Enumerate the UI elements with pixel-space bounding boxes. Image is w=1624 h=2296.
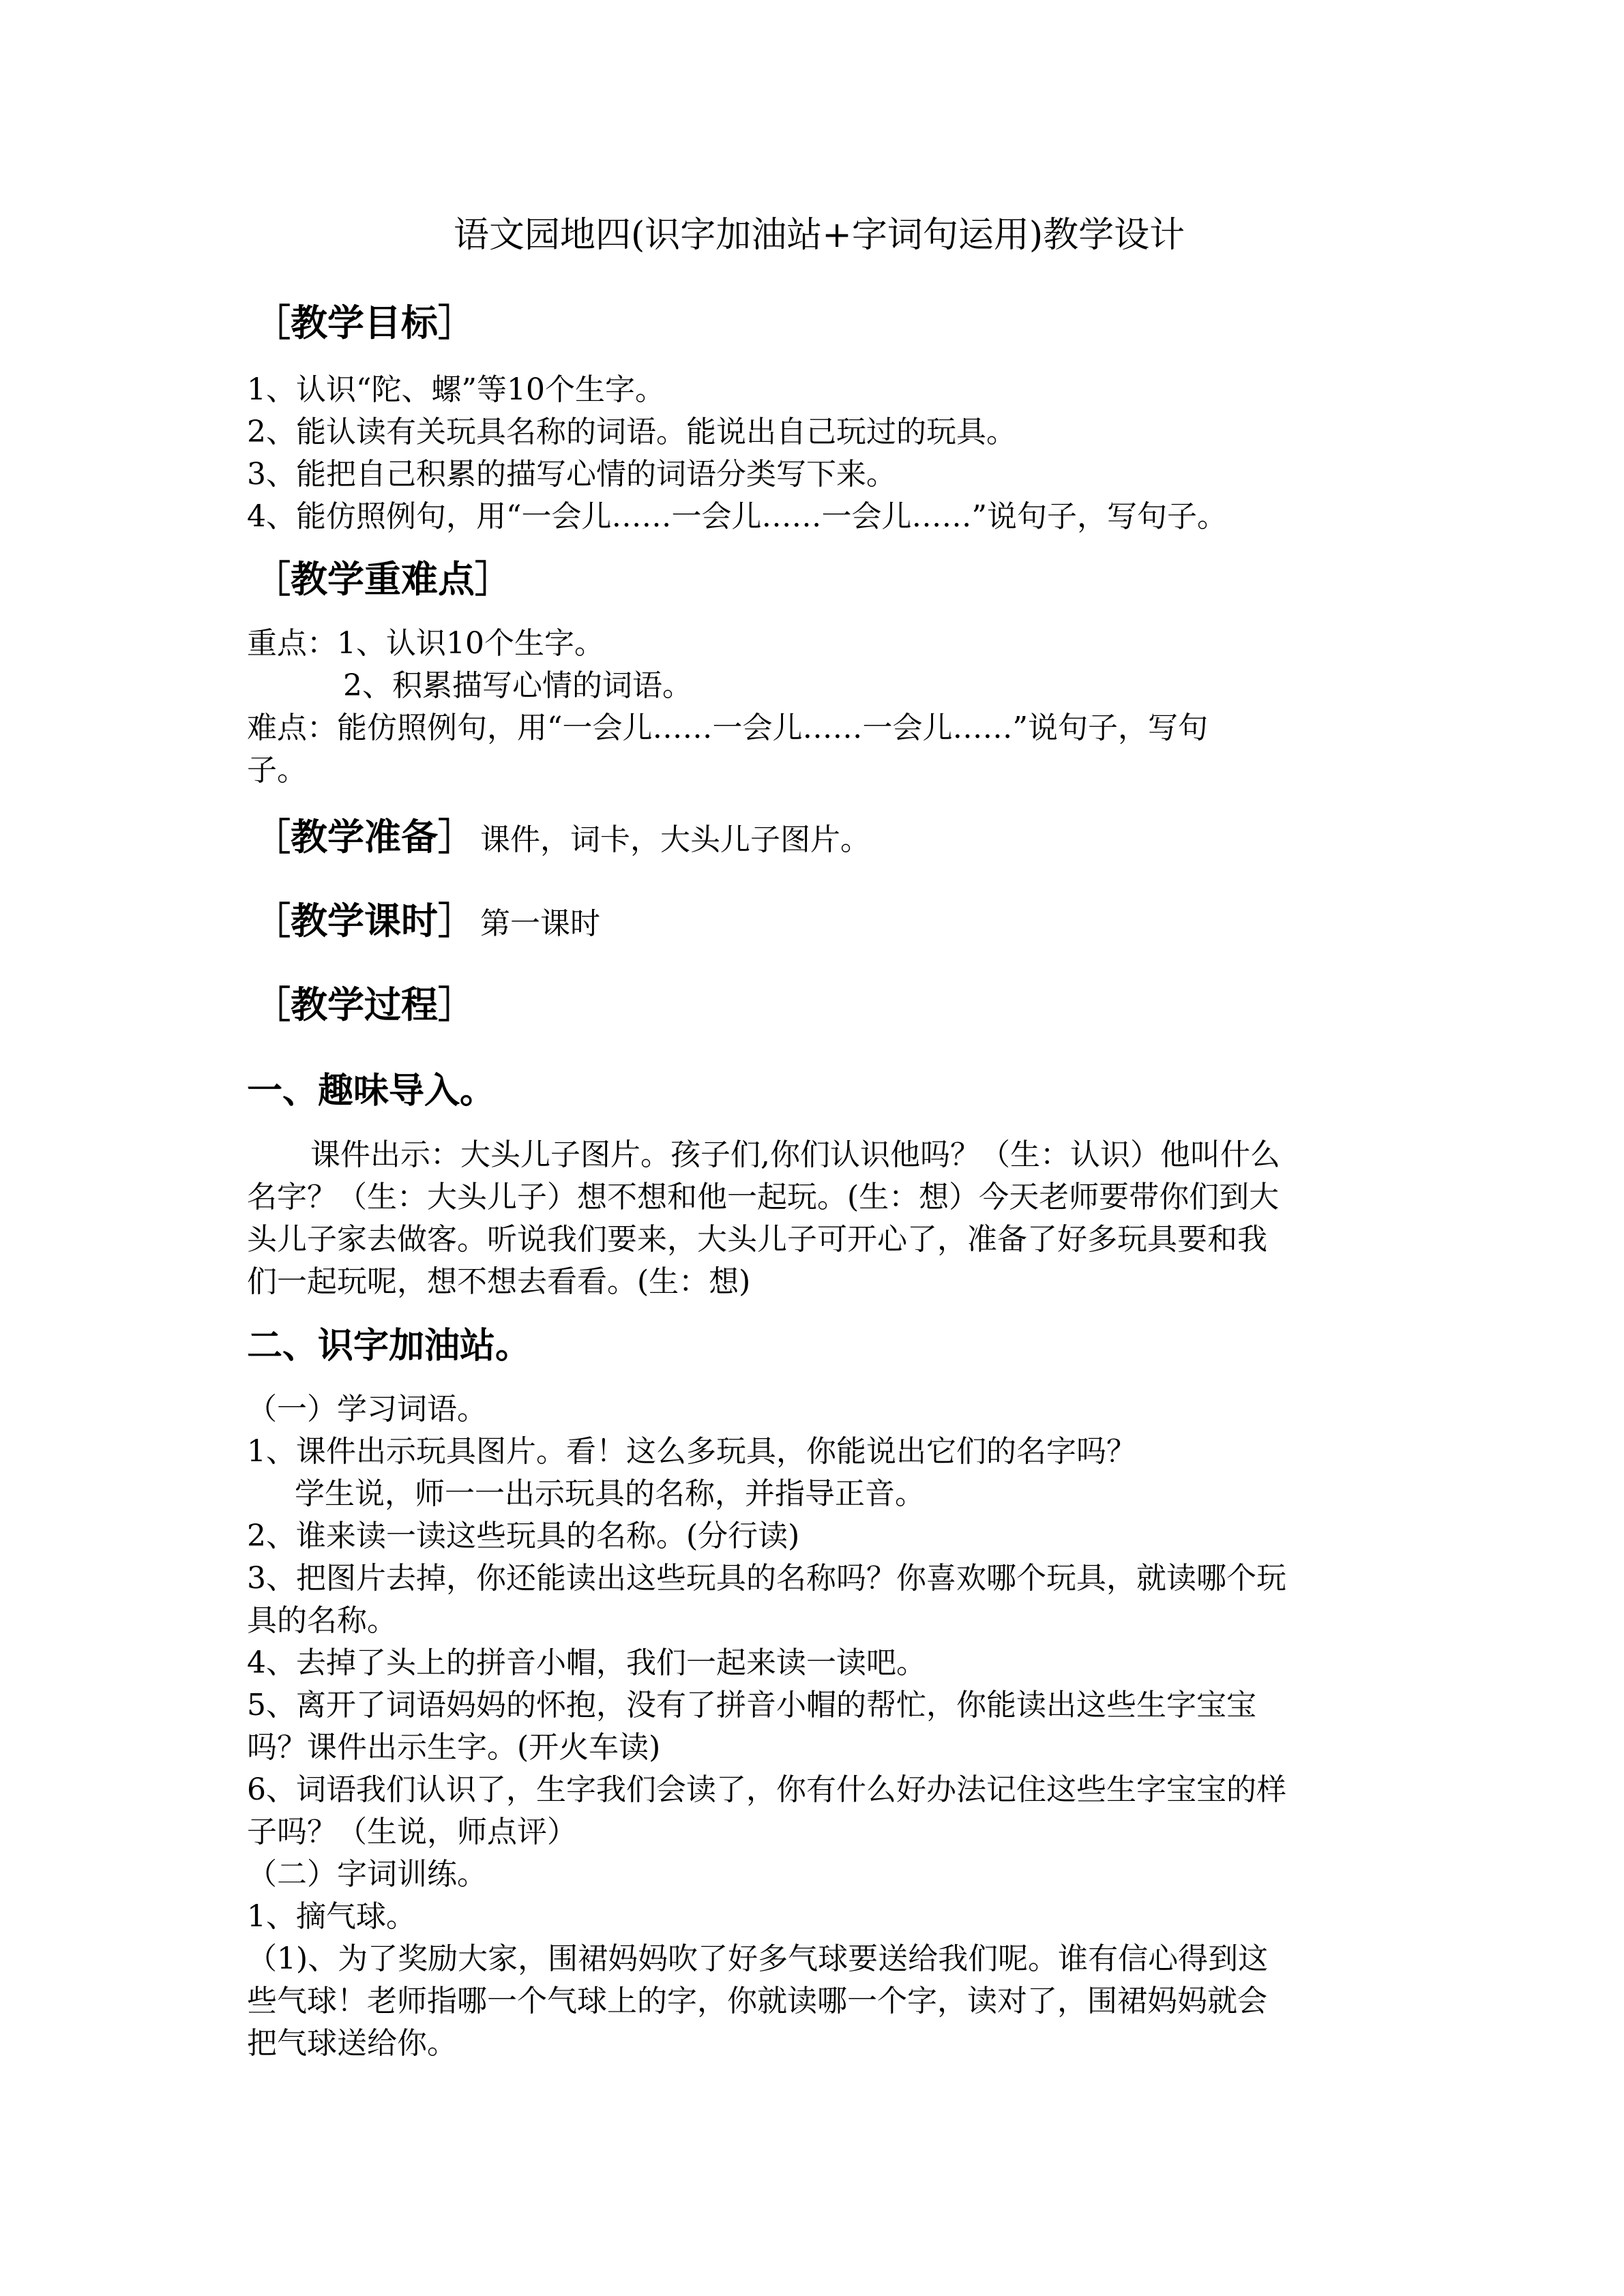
paragraph-line: 名字？（生：大头儿子）想不想和他一起玩。(生：想）今天老师要带你们到大	[247, 1180, 1280, 1214]
preparation-text: 课件，词卡，大头儿子图片。	[480, 822, 870, 857]
difficulty-line: 子。	[247, 753, 307, 788]
paragraph-line: 把气球送给你。	[247, 2026, 457, 2061]
paragraph-line: （二）字词训练。	[247, 1857, 487, 1892]
preparation-row	[254, 813, 870, 865]
paragraph-line: 学生说，师一一出示玩具的名称，并指导正音。	[295, 1476, 925, 1511]
paragraph-line: 3、把图片去掉，你还能读出这些玩具的名称吗？你喜欢哪个玩具，就读哪个玩	[247, 1561, 1286, 1596]
paragraph-line: 头儿子家去做客。听说我们要来，大头儿子可开心了，准备了好多玩具要和我	[247, 1222, 1267, 1257]
paragraph-line: 课件出示：大头儿子图片。孩子们,你们认识他吗？（生：认识）他叫什么	[310, 1137, 1280, 1172]
difficulty-line: 难点：能仿照例句，用“一会儿……一会儿……一会儿……”说句子，写句	[247, 711, 1208, 745]
paragraph-line: 6、词语我们认识了，生字我们会读了，你有什么好办法记住这些生字宝宝的样	[247, 1772, 1286, 1807]
objective-item: 1、认识“陀、螺”等10个生字。	[247, 372, 665, 407]
paragraph-line: （一）学习词语。	[247, 1392, 487, 1427]
paragraph-line: 们一起玩呢，想不想去看看。(生：想)	[247, 1264, 751, 1299]
paragraph-line: 吗？课件出示生字。(开火车读)	[247, 1730, 661, 1765]
key-point-line: 2、积累描写心情的词语。	[343, 668, 692, 703]
process-heading: ［教学过程］	[254, 983, 475, 1026]
part2-heading: 二、识字加油站。	[247, 1326, 531, 1367]
paragraph-line: 5、离开了词语妈妈的怀抱，没有了拼音小帽的帮忙，你能读出这些生字宝宝	[247, 1688, 1256, 1723]
paragraph-line: （1)、为了奖励大家，围裙妈妈吹了好多气球要送给我们呢。谁有信心得到这	[247, 1941, 1269, 1976]
part1-heading: 一、趣味导入。	[247, 1071, 496, 1112]
paragraph-line: 1、课件出示玩具图片。看！这么多玩具，你能说出它们的名字吗？	[247, 1434, 1136, 1469]
key-points-heading: ［教学重难点］	[254, 558, 512, 601]
period-heading: ［教学课时］	[254, 899, 475, 942]
period-row	[254, 897, 600, 949]
preparation-heading: ［教学准备］	[254, 816, 475, 859]
period-text: 第一课时	[480, 906, 600, 941]
paragraph-line: 2、谁来读一读这些玩具的名称。(分行读)	[247, 1519, 800, 1553]
paragraph-line: 1、摘气球。	[247, 1899, 416, 1934]
paragraph-line: 具的名称。	[247, 1603, 397, 1638]
objective-item: 3、能把自己积累的描写心情的词语分类写下来。	[247, 457, 896, 492]
objective-item: 4、能仿照例句，用“一会儿……一会儿……一会儿……”说句子，写句子。	[247, 499, 1227, 534]
key-point-line: 重点：1、认识10个生字。	[247, 626, 604, 661]
paragraph-line: 4、去掉了头上的拼音小帽，我们一起来读一读吧。	[247, 1645, 926, 1680]
paragraph-line: 子吗？（生说，师点评）	[247, 1815, 577, 1849]
document-title: 语文园地四(识字加油站+字词句运用)教学设计	[454, 215, 1185, 256]
objectives-heading: ［教学目标］	[254, 301, 475, 344]
objective-item: 2、能认读有关玩具名称的词语。能说出自己玩过的玩具。	[247, 415, 1016, 449]
paragraph-line: 些气球！老师指哪一个气球上的字，你就读哪一个字，读对了，围裙妈妈就会	[247, 1984, 1267, 2018]
